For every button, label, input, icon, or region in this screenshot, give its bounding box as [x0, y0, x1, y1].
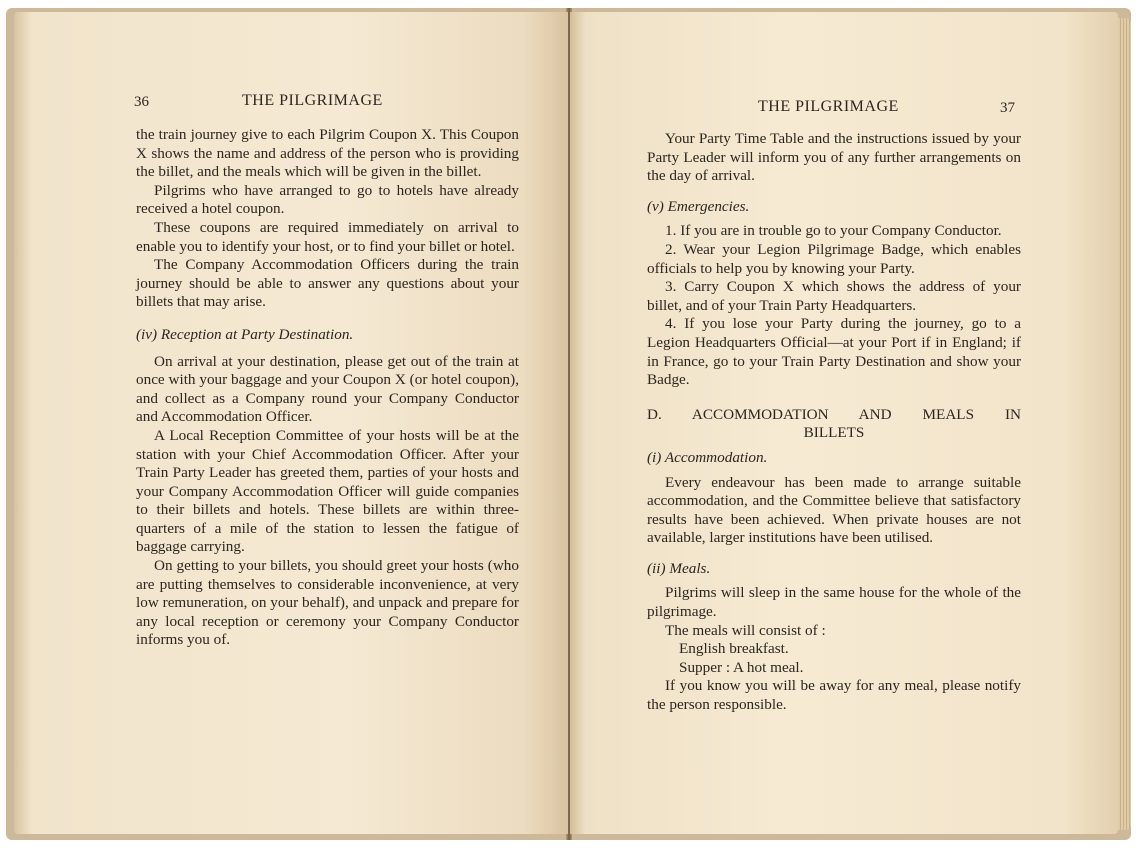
paragraph: Pilgrims will sleep in the same house for the whole of the pilgrimage. — [647, 584, 1021, 621]
list-item: 4. If you lose your Party during the journey, go to a Legion Headquarters Official—at your Port if in England; if in France, go to your Train Party Destination and show your Badge. — [647, 315, 1021, 389]
meal-item: English breakfast. — [679, 640, 789, 658]
section-heading-reception: (iv) Reception at Party Destination. — [136, 325, 354, 343]
list-item: 1. If you are in trouble go to your Company Conductor. — [665, 222, 1002, 240]
paragraph: the train journey give to each Pilgrim Coupon X. This Coupon X shows the name and address of the person who is providing the billet, and the meals which will be given in the billet. — [136, 126, 519, 181]
left-page — [14, 12, 568, 834]
list-item: 3. Carry Coupon X which shows the address of your billet, and of your Train Party Headquarters. — [647, 278, 1021, 314]
page-number-left: 36 — [134, 94, 149, 110]
section-heading-emergencies: (v) Emergencies. — [647, 197, 750, 215]
paragraph: On arrival at your destination, please get out of the train at once with your baggage and your Coupon X (or hotel coupon), and collect as a Company round your Company Conductor and Accommodation Officer. — [136, 352, 519, 426]
section-heading-accommodation: (i) Accommodation. — [647, 448, 768, 466]
section-d-heading-continued: BILLETS — [803, 424, 865, 442]
page-edges — [1117, 18, 1131, 830]
section-d-heading: D. ACCOMMODATION AND MEALS IN — [647, 405, 1021, 423]
paragraph: A Local Reception Committee of your hosts will be at the station with your Chief Accommodation Officer. After your Train Party Leader has greeted them, parties of your hosts and your Company Accommodation Officer will guide companies to their billets and hotels. These billets are within three-quarters of a mile of the station to lessen the fatigue of baggage carrying. — [136, 426, 519, 556]
paragraph: On getting to your billets, you should greet your hosts (who are putting themselves to considerable inconvenience, at very low remuneration, on your behalf), and unpack and prepare for any local reception or ceremony your Company Conductor informs you of. — [136, 557, 519, 649]
running-head-right: THE PILGRIMAGE — [758, 98, 899, 115]
right-page-body — [647, 130, 1021, 715]
paragraph: The Company Accommodation Officers during the train journey should be able to answer any questions about your billets that may arise. — [136, 256, 519, 311]
section-heading-meals: (ii) Meals. — [647, 559, 711, 577]
paragraph: Your Party Time Table and the instructions issued by your Party Leader will inform you of any further arrangements on the day of arrival. — [647, 130, 1021, 185]
running-head-left: THE PILGRIMAGE — [242, 92, 383, 109]
left-page-body — [136, 126, 519, 650]
page-number-right: 37 — [1000, 100, 1015, 116]
book-spread — [6, 8, 1131, 840]
paragraph: These coupons are required immediately on arrival to enable you to identify your host, or to find your billet or hotel. — [136, 218, 519, 255]
right-page — [570, 12, 1118, 834]
paragraph: If you know you will be away for any meal, please notify the person responsible. — [647, 677, 1021, 714]
meal-item: Supper : A hot meal. — [679, 658, 804, 676]
paragraph: The meals will consist of : — [665, 621, 826, 639]
list-item: 2. Wear your Legion Pilgrimage Badge, which enables officials to help you by knowing your Party. — [647, 240, 1021, 277]
paragraph: Every endeavour has been made to arrange suitable accommodation, and the Committee believe that satisfactory results have been achieved. When private houses are not available, larger institutions have been utilised. — [647, 473, 1021, 547]
paragraph: Pilgrims who have arranged to go to hotels have already received a hotel coupon. — [136, 181, 519, 218]
